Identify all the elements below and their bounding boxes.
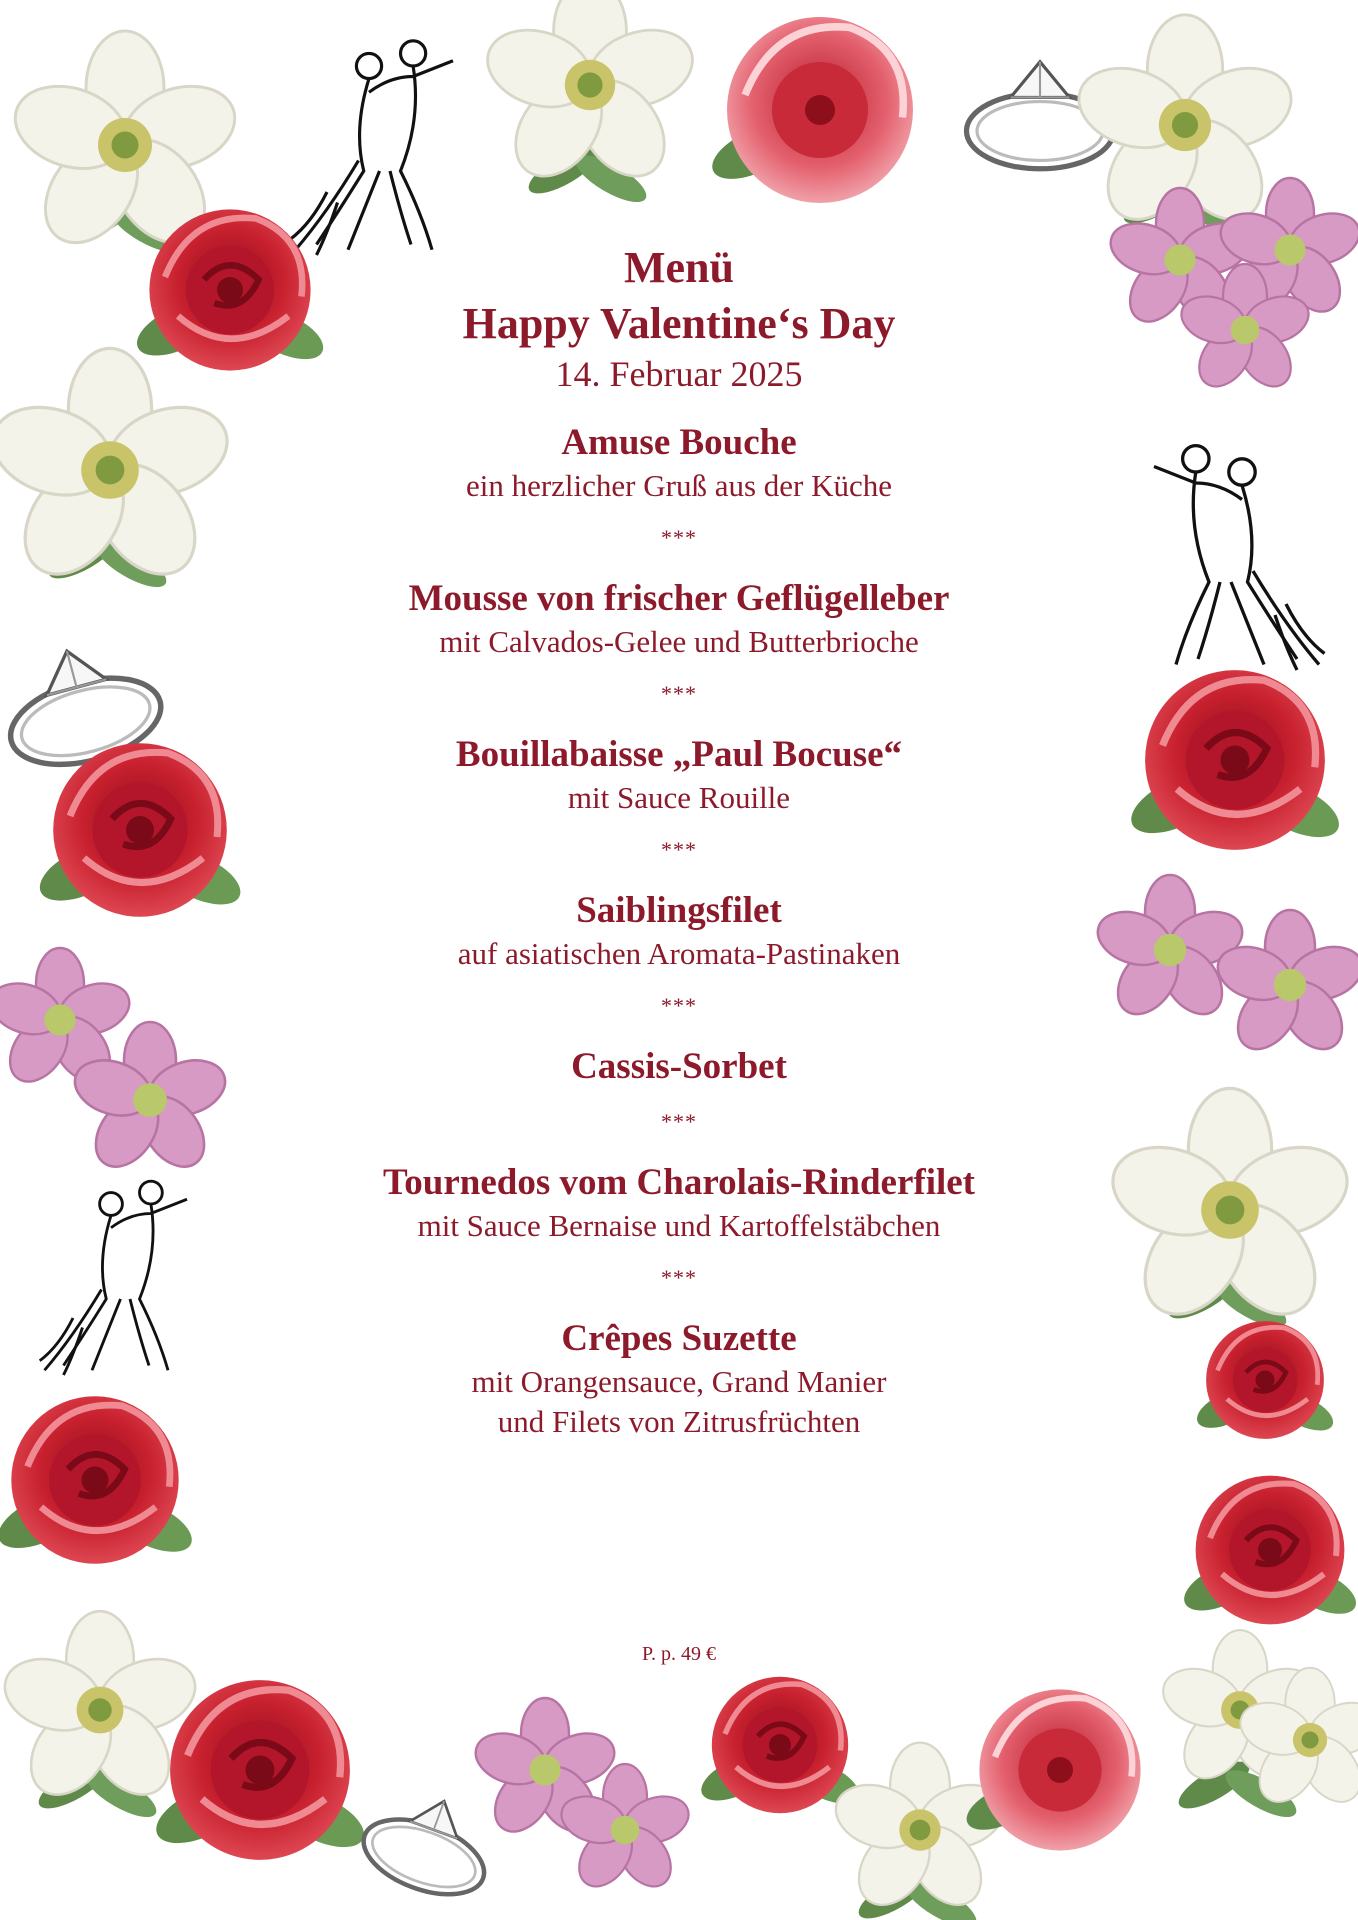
red-rose-icon	[1123, 670, 1348, 850]
course-name: Bouillabaisse „Paul Bocuse“	[455, 734, 903, 775]
course-name: Crêpes Suzette	[561, 1318, 797, 1359]
red-rose-icon	[1191, 1321, 1338, 1439]
course-description: mit Calvados-Gelee und Butterbrioche	[439, 624, 919, 659]
menu-subtitle: Happy Valentine‘s Day	[462, 299, 896, 348]
red-rose-icon	[960, 1689, 1141, 1850]
course-separator: ***	[661, 837, 697, 862]
course-amuse-bouche	[300, 420, 1058, 506]
course-description: mit Sauce Bernaise und Kartoffelstäbchen	[417, 1208, 941, 1243]
course-description: ein herzlicher Gruß aus der Küche	[465, 468, 893, 503]
dancing-couple-icon	[290, 41, 453, 255]
white-hellebore-icon	[0, 348, 239, 595]
course-separator: ***	[661, 993, 697, 1018]
course-bouillabaisse	[300, 732, 1058, 818]
course-saiblingsfilet	[300, 888, 1058, 974]
course-description: mit Orangensauce, Grand Manier	[471, 1364, 887, 1399]
pink-hellebore-icon	[1091, 875, 1249, 1025]
red-rose-icon	[695, 1677, 865, 1813]
white-hellebore-icon	[478, 0, 703, 211]
course-description: und Filets von Zitrusfrüchten	[497, 1404, 861, 1439]
course-description: mit Sauce Rouille	[567, 780, 791, 815]
white-hellebore-icon	[1101, 1088, 1358, 1335]
course-name: Tournedos vom Charolais-Rinderfilet	[382, 1162, 976, 1203]
course-separator: ***	[661, 525, 697, 550]
menu-title: Menü	[624, 243, 734, 292]
course-separator: ***	[661, 1109, 697, 1134]
course-name: Mousse von frischer Geflügelleber	[408, 578, 950, 619]
course-description: auf asiatischen Aromata-Pastinaken	[457, 936, 901, 971]
engagement-ring-icon	[354, 1780, 504, 1909]
course-sorbet	[300, 1044, 1058, 1090]
price-per-person: P. p. 49 €	[642, 1643, 716, 1665]
course-name: Saiblingsfilet	[576, 890, 782, 931]
course-tournedos	[300, 1160, 1058, 1246]
course-separator: ***	[661, 681, 697, 706]
red-rose-icon	[704, 17, 913, 203]
menu-content	[300, 240, 1058, 1442]
menu-date: 14. Februar 2025	[555, 354, 803, 394]
course-separator: ***	[661, 1265, 697, 1290]
red-rose-icon	[0, 1396, 199, 1563]
dancing-couple-icon	[40, 1181, 187, 1375]
red-rose-icon	[1177, 1476, 1358, 1625]
red-rose-icon	[31, 743, 248, 917]
course-name: Amuse Bouche	[561, 422, 797, 463]
course-crepes	[300, 1316, 1058, 1442]
course-mousse	[300, 576, 1058, 662]
course-name: Cassis-Sorbet	[571, 1046, 787, 1087]
dancing-couple-icon	[1154, 446, 1325, 670]
